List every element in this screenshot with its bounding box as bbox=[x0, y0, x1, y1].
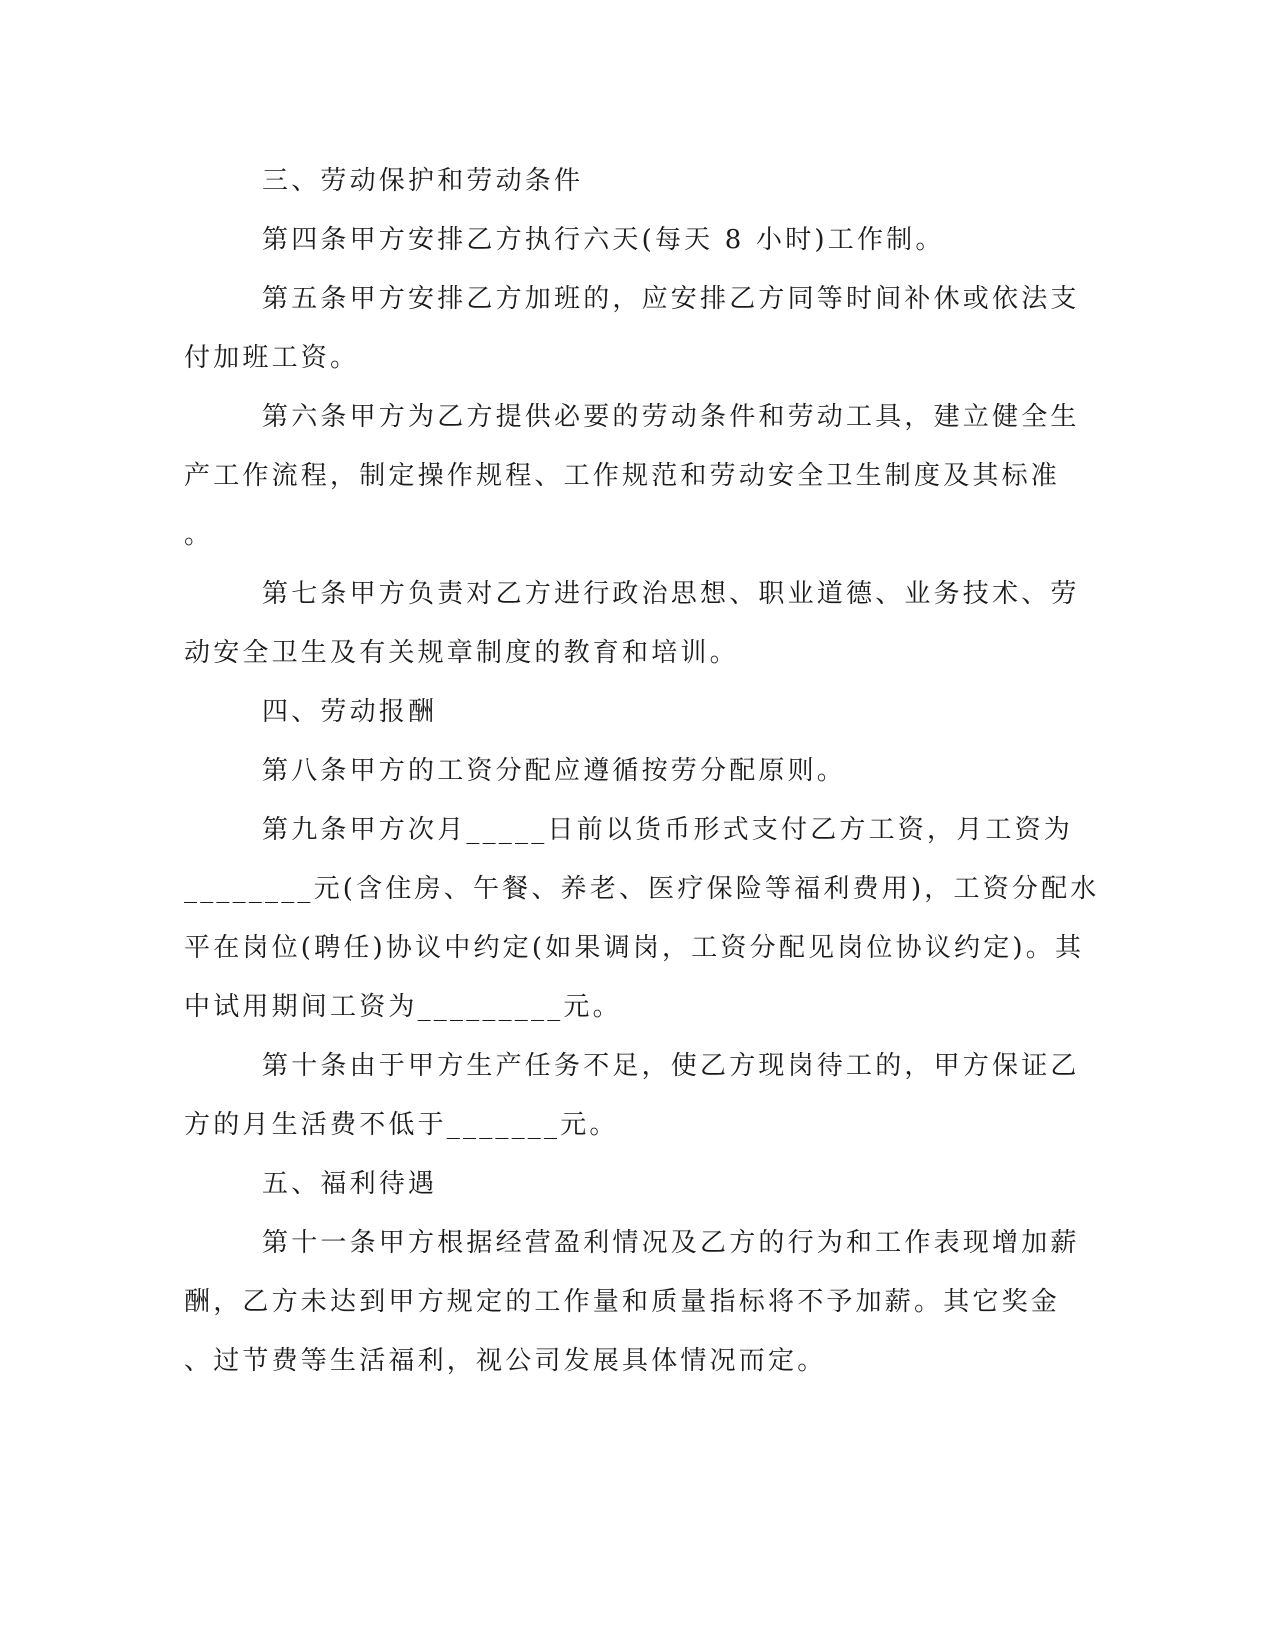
section-heading-5: 五、福利待遇 bbox=[262, 1169, 438, 1199]
article-11-line-3: 、过节费等生活福利，视公司发展具体情况而定。 bbox=[184, 1346, 827, 1376]
article-9-line-1: 第九条甲方次月_____日前以货币形式支付乙方工资，月工资为 bbox=[262, 815, 1074, 845]
article-4: 第四条甲方安排乙方执行六天(每天 8 小时)工作制。 bbox=[262, 225, 945, 255]
article-9-line-3: 平在岗位(聘任)协议中约定(如果调岗，工资分配见岗位协议约定)。其 bbox=[184, 933, 1085, 963]
article-9-line-4: 中试用期间工资为_________元。 bbox=[184, 992, 622, 1022]
article-5-line-2: 付加班工资。 bbox=[184, 343, 360, 373]
article-7-line-1: 第七条甲方负责对乙方进行政治思想、职业道德、业务技术、劳 bbox=[262, 579, 1080, 609]
article-6-line-3: 。 bbox=[184, 520, 214, 550]
article-11-line-1: 第十一条甲方根据经营盈利情况及乙方的行为和工作表现增加薪 bbox=[262, 1228, 1080, 1258]
article-11-line-2: 酬，乙方未达到甲方规定的工作量和质量指标将不予加薪。其它奖金 bbox=[184, 1287, 1061, 1317]
article-9-line-2: ________元(含住房、午餐、养老、医疗保险等福利费用)，工资分配水 bbox=[184, 874, 1100, 904]
article-10-line-1: 第十条由于甲方生产任务不足，使乙方现岗待工的，甲方保证乙 bbox=[262, 1051, 1080, 1081]
article-7-line-2: 动安全卫生及有关规章制度的教育和培训。 bbox=[184, 638, 739, 668]
section-heading-4: 四、劳动报酬 bbox=[262, 697, 438, 727]
article-6-line-1: 第六条甲方为乙方提供必要的劳动条件和劳动工具，建立健全生 bbox=[262, 402, 1080, 432]
article-6-line-2: 产工作流程，制定操作规程、工作规范和劳动安全卫生制度及其标准 bbox=[184, 461, 1061, 491]
article-10-line-2: 方的月生活费不低于_______元。 bbox=[184, 1110, 619, 1140]
article-5-line-1: 第五条甲方安排乙方加班的，应安排乙方同等时间补休或依法支 bbox=[262, 284, 1080, 314]
article-8: 第八条甲方的工资分配应遵循按劳分配原则。 bbox=[262, 756, 847, 786]
section-heading-3: 三、劳动保护和劳动条件 bbox=[262, 166, 584, 196]
